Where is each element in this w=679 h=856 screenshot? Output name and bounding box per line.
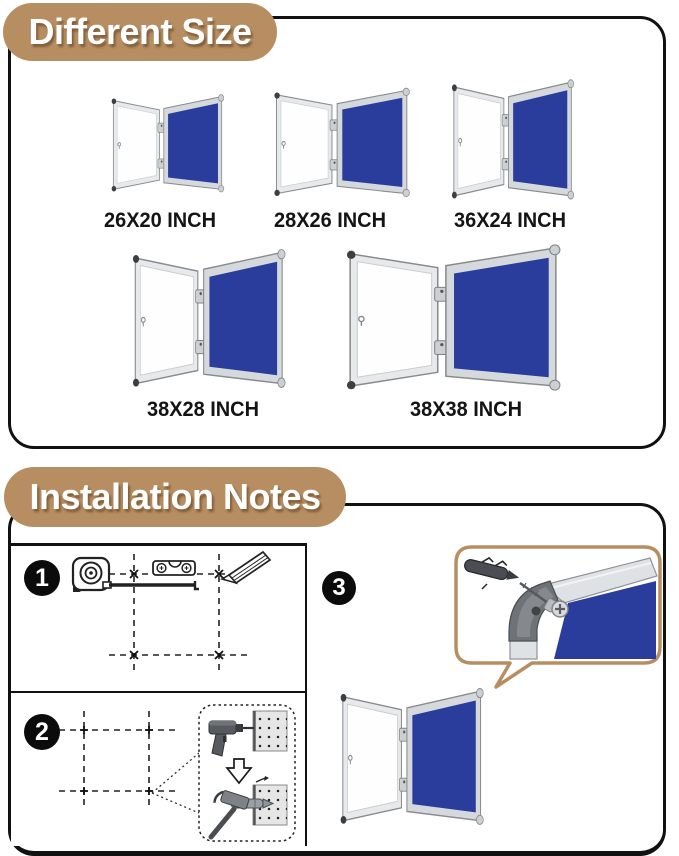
size-label-38x38: 38X38 INCH — [410, 398, 522, 421]
size-label-26x20: 26X20 INCH — [104, 209, 216, 232]
board-illustration-28x26 — [270, 83, 412, 201]
spirit-level-icon — [153, 561, 195, 575]
wall-dots-icon — [253, 711, 287, 751]
different-size-title: Different Size — [28, 11, 252, 52]
board-illustration-38x28 — [128, 243, 288, 393]
step-number-badge-2: 2 — [24, 714, 60, 750]
board-illustration-26x20 — [108, 90, 226, 196]
size-label-38x28: 38X28 INCH — [147, 398, 259, 421]
board-illustration-36x24 — [448, 74, 576, 204]
pencil-icon — [222, 552, 270, 583]
step-number-badge-1: 1 — [24, 560, 60, 596]
step2-drill-and-plug-illustration — [13, 697, 305, 845]
drill-position-dashed-lines — [59, 711, 175, 809]
step-number-badge-3: 3 — [322, 571, 356, 605]
size-label-36x24: 36X24 INCH — [454, 209, 566, 232]
installation-notes-title: Installation Notes — [29, 476, 321, 517]
drill-point-cross-icon — [80, 726, 153, 795]
different-size-badge — [3, 3, 277, 61]
board-illustration-38x38 — [340, 238, 564, 396]
zoom-callout-lines — [152, 753, 199, 813]
installation-notes-badge — [4, 467, 346, 527]
mounted-board-illustration — [336, 682, 486, 830]
size-label-28x26: 28X26 INCH — [274, 209, 386, 232]
corner-mounting-callout — [452, 545, 666, 695]
